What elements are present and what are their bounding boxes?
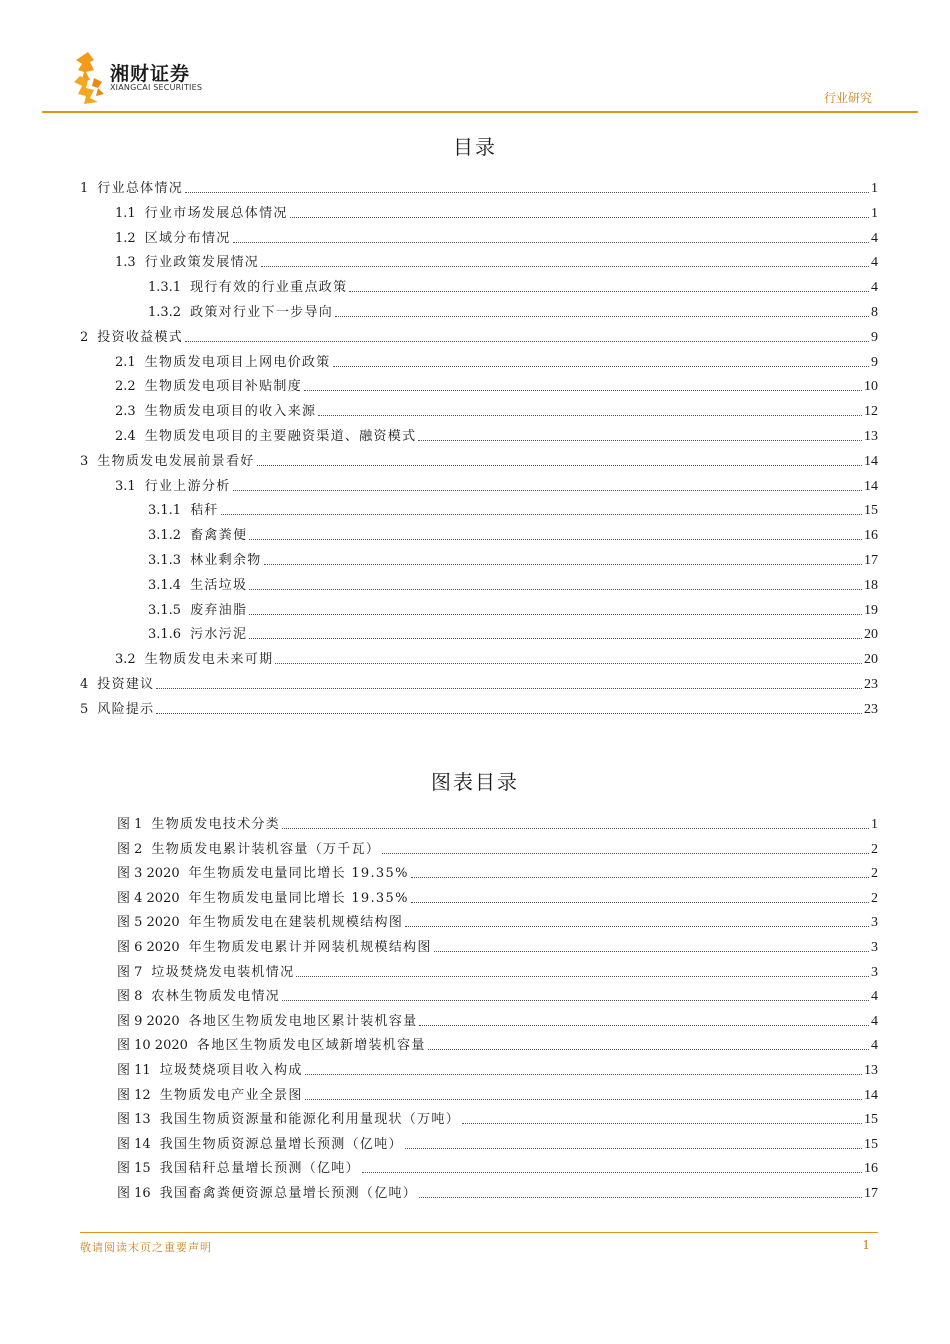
toc-entry[interactable] <box>148 623 878 643</box>
dot-leader <box>333 366 869 367</box>
entry-title: 污水污泥 <box>190 627 248 643</box>
entry-title: 生物质发电未来可期 <box>144 652 274 668</box>
toc-entry[interactable] <box>80 698 878 718</box>
entry-title: 林业剩余物 <box>190 553 262 568</box>
entry-number: 5 <box>80 701 89 717</box>
entry-page: 23 <box>864 677 878 692</box>
entry-title: 年生物质发电累计并网装机规模结构图 <box>188 940 432 955</box>
entry-title: 各地区生物质发电区域新增装机容量 <box>196 1038 426 1054</box>
toc-entry[interactable] <box>115 202 878 222</box>
entry-number: 1.3.1 <box>148 280 182 296</box>
entry-page: 17 <box>864 1186 878 1201</box>
dot-leader <box>382 853 869 854</box>
entry-title: 年生物质发电量同比增长 19.35% <box>188 866 409 882</box>
entry-title: 废弃油脂 <box>190 602 248 618</box>
dot-leader <box>411 902 869 903</box>
toc-entry[interactable] <box>148 301 878 321</box>
entry-page: 16 <box>864 1161 878 1177</box>
entry-page: 9 <box>871 354 878 370</box>
entry-page: 4 <box>871 1013 878 1029</box>
toc-entry[interactable] <box>115 375 878 395</box>
entry-number: 3.1.6 <box>148 627 182 643</box>
entry-number: 3 <box>80 453 89 469</box>
entry-page: 12 <box>864 404 878 420</box>
entry-page: 2 <box>871 841 878 857</box>
brand-name-cn: 湘财证券 <box>110 63 191 85</box>
entry-number: 4 <box>80 677 89 692</box>
figure-entry[interactable] <box>117 1010 878 1030</box>
dot-leader <box>434 951 869 952</box>
entry-page: 16 <box>864 528 878 544</box>
toc-entry[interactable] <box>115 475 878 495</box>
toc-entry[interactable] <box>148 599 878 619</box>
toc-entry[interactable] <box>148 499 878 519</box>
entry-title: 我国秸秆总量增长预测（亿吨） <box>159 1161 360 1177</box>
dot-leader <box>318 415 862 416</box>
dot-leader <box>335 316 869 317</box>
disclaimer-note: 敬请阅读末页之重要声明 <box>80 1241 212 1254</box>
entry-number: 图 14 <box>117 1136 151 1152</box>
toc-entry[interactable] <box>80 673 878 693</box>
entry-title: 行业政策发展情况 <box>144 255 260 271</box>
dot-leader <box>156 688 862 689</box>
toc-entry[interactable] <box>115 351 878 371</box>
dot-leader <box>257 465 862 466</box>
entry-title: 政策对行业下一步导向 <box>190 305 334 320</box>
figure-entry[interactable] <box>117 1108 878 1128</box>
dot-leader <box>233 490 863 491</box>
figures-title: 图表目录 <box>431 770 519 794</box>
dot-leader <box>275 663 862 664</box>
figure-entry[interactable] <box>117 1034 878 1054</box>
dot-leader <box>249 539 862 540</box>
toc-title: 目录 <box>453 135 497 159</box>
entry-page: 15 <box>864 1136 878 1152</box>
dot-leader <box>405 1148 862 1149</box>
entry-number: 图 7 <box>117 964 143 980</box>
entry-title: 风险提示 <box>97 701 155 717</box>
entry-number: 1.2 <box>115 230 136 246</box>
entry-number: 3.1 <box>115 478 136 494</box>
entry-page: 3 <box>871 940 878 955</box>
dot-leader <box>405 926 869 927</box>
entry-title: 投资建议 <box>97 677 155 692</box>
toc-entry[interactable] <box>80 326 878 346</box>
entry-number: 2.2 <box>115 379 136 395</box>
entry-page: 20 <box>864 627 878 643</box>
dot-leader <box>282 828 869 829</box>
entry-number: 图 16 <box>117 1186 151 1201</box>
entry-number: 图 6 2020 <box>117 940 180 955</box>
page-number: 1 <box>862 1238 870 1252</box>
entry-number: 图 4 2020 <box>117 890 180 906</box>
footer-divider <box>80 1232 878 1233</box>
entry-title: 生物质发电累计装机容量（万千瓦） <box>151 841 381 857</box>
entry-number: 图 15 <box>117 1161 151 1177</box>
entry-number: 图 13 <box>117 1112 151 1128</box>
dot-leader <box>282 1000 869 1001</box>
dot-leader <box>428 1049 869 1050</box>
entry-title: 行业上游分析 <box>144 478 231 494</box>
toc-entry[interactable] <box>148 524 878 544</box>
entry-number: 2 <box>80 329 89 345</box>
entry-title: 垃圾焚烧发电装机情况 <box>151 964 295 980</box>
entry-title: 年生物质发电量同比增长 19.35% <box>188 890 409 906</box>
toc-entry[interactable] <box>115 648 878 668</box>
entry-number: 图 1 <box>117 817 143 832</box>
entry-title: 投资收益模式 <box>97 329 184 345</box>
figure-entry[interactable] <box>117 1182 878 1202</box>
entry-number: 图 3 2020 <box>117 866 180 882</box>
entry-title: 我国生物质资源量和能源化利用量现状（万吨） <box>159 1112 460 1128</box>
page-header <box>0 0 950 115</box>
entry-page: 1 <box>871 181 878 196</box>
entry-number: 图 5 2020 <box>117 915 180 931</box>
entry-page: 20 <box>864 652 878 668</box>
entry-page: 14 <box>864 1087 878 1103</box>
entry-number: 3.1.2 <box>148 528 182 544</box>
dot-leader <box>419 1025 869 1026</box>
entry-number: 1.3 <box>115 255 136 271</box>
toc-entry[interactable] <box>115 425 878 445</box>
dot-leader <box>156 713 862 714</box>
entry-page: 3 <box>871 964 878 980</box>
figure-entry[interactable] <box>117 985 878 1005</box>
toc-entry[interactable] <box>115 400 878 420</box>
toc-entry[interactable] <box>80 177 878 197</box>
dot-leader <box>249 614 862 615</box>
figure-entry[interactable] <box>117 911 878 931</box>
figure-entry[interactable] <box>117 887 878 907</box>
entry-title: 生物质发电项目补贴制度 <box>144 379 302 395</box>
entry-number: 2.3 <box>115 404 136 420</box>
entry-title: 生物质发电项目上网电价政策 <box>144 354 331 370</box>
entry-number: 图 8 <box>117 989 143 1005</box>
toc-entry[interactable] <box>148 574 878 594</box>
figure-entry[interactable] <box>117 1059 878 1079</box>
dot-leader <box>304 390 862 391</box>
dot-leader <box>305 1099 862 1100</box>
entry-page: 1 <box>871 205 878 221</box>
toc-entry[interactable] <box>148 549 878 569</box>
entry-page: 3 <box>871 915 878 931</box>
dot-leader <box>185 192 869 193</box>
figure-entry[interactable] <box>117 1157 878 1177</box>
entry-number: 3.1.3 <box>148 553 182 568</box>
entry-page: 4 <box>871 989 878 1005</box>
entry-page: 2 <box>871 890 878 906</box>
entry-page: 14 <box>864 453 878 469</box>
entry-number: 图 12 <box>117 1087 151 1103</box>
entry-page: 4 <box>871 1038 878 1054</box>
entry-number: 3.1.5 <box>148 602 182 618</box>
entry-page: 4 <box>871 230 878 246</box>
entry-page: 18 <box>864 577 878 593</box>
entry-number: 1.1 <box>115 205 136 221</box>
entry-title: 农林生物质发电情况 <box>151 989 281 1005</box>
entry-page: 14 <box>864 478 878 494</box>
entry-page: 4 <box>871 255 878 271</box>
dot-leader <box>249 638 862 639</box>
entry-number: 3.2 <box>115 652 136 668</box>
dot-leader <box>411 877 869 878</box>
dot-leader <box>290 217 869 218</box>
entry-page: 1 <box>871 817 878 832</box>
figure-entry[interactable] <box>117 813 878 833</box>
entry-title: 我国畜禽粪便资源总量增长预测（亿吨） <box>159 1186 418 1201</box>
dot-leader <box>419 1197 862 1198</box>
figure-entry[interactable] <box>117 1133 878 1153</box>
entry-title: 生物质发电技术分类 <box>151 817 281 832</box>
report-category: 行业研究 <box>823 91 872 105</box>
entry-title: 生物质发电项目的收入来源 <box>144 404 317 420</box>
entry-title: 年生物质发电在建装机规模结构图 <box>188 915 404 931</box>
dot-leader <box>249 589 862 590</box>
dot-leader <box>221 514 862 515</box>
figure-entry[interactable] <box>117 936 878 956</box>
header-divider <box>42 111 918 113</box>
toc-entry[interactable] <box>80 450 878 470</box>
toc-entry[interactable] <box>115 251 878 271</box>
dot-leader <box>261 266 869 267</box>
figure-entry[interactable] <box>117 1084 878 1104</box>
entry-page: 8 <box>871 305 878 320</box>
figure-entry[interactable] <box>117 838 878 858</box>
dot-leader <box>185 341 869 342</box>
entry-title: 区域分布情况 <box>144 230 231 246</box>
entry-page: 10 <box>864 379 878 395</box>
flame-logo-icon <box>72 50 106 106</box>
entry-page: 19 <box>864 602 878 618</box>
entry-title: 现行有效的行业重点政策 <box>190 280 348 296</box>
entry-number: 图 10 2020 <box>117 1038 188 1054</box>
brand-name-en: XIANGCAI SECURITIES <box>110 83 203 92</box>
dot-leader <box>349 291 869 292</box>
entry-title: 生物质发电产业全景图 <box>159 1087 303 1103</box>
entry-number: 1 <box>80 181 89 196</box>
entry-page: 4 <box>871 280 878 296</box>
dot-leader <box>233 242 870 243</box>
entry-number: 1.3.2 <box>148 305 182 320</box>
entry-number: 2.4 <box>115 429 136 444</box>
dot-leader <box>305 1074 862 1075</box>
entry-number: 图 11 <box>117 1063 151 1078</box>
dot-leader <box>462 1123 862 1124</box>
entry-title: 我国生物质资源总量增长预测（亿吨） <box>159 1136 403 1152</box>
entry-page: 13 <box>864 1063 878 1078</box>
dot-leader <box>362 1172 862 1173</box>
entry-page: 23 <box>864 701 878 717</box>
entry-title: 行业总体情况 <box>97 181 184 196</box>
entry-title: 行业市场发展总体情况 <box>144 205 288 221</box>
entry-title: 生物质发电发展前景看好 <box>97 453 255 469</box>
entry-title: 生活垃圾 <box>190 577 248 593</box>
entry-page: 9 <box>871 329 878 345</box>
entry-number: 3.1.4 <box>148 577 182 593</box>
dot-leader <box>296 976 869 977</box>
entry-title: 生物质发电项目的主要融资渠道、融资模式 <box>144 429 417 444</box>
entry-title: 秸秆 <box>190 503 219 519</box>
entry-page: 15 <box>864 503 878 519</box>
entry-number: 图 2 <box>117 841 143 857</box>
entry-page: 13 <box>864 429 878 444</box>
entry-title: 畜禽粪便 <box>190 528 248 544</box>
dot-leader <box>418 440 862 441</box>
figure-entry[interactable] <box>117 862 878 882</box>
entry-number: 3.1.1 <box>148 503 182 519</box>
dot-leader <box>264 564 862 565</box>
toc-entry[interactable] <box>148 276 878 296</box>
entry-page: 2 <box>871 866 878 882</box>
entry-page: 15 <box>864 1112 878 1128</box>
entry-number: 图 9 2020 <box>117 1013 180 1029</box>
company-logo <box>72 50 207 108</box>
entry-title: 垃圾焚烧项目收入构成 <box>159 1063 303 1078</box>
figure-entry[interactable] <box>117 961 878 981</box>
entry-page: 17 <box>864 553 878 568</box>
entry-title: 各地区生物质发电地区累计装机容量 <box>188 1013 418 1029</box>
entry-number: 2.1 <box>115 354 136 370</box>
toc-entry[interactable] <box>115 227 878 247</box>
